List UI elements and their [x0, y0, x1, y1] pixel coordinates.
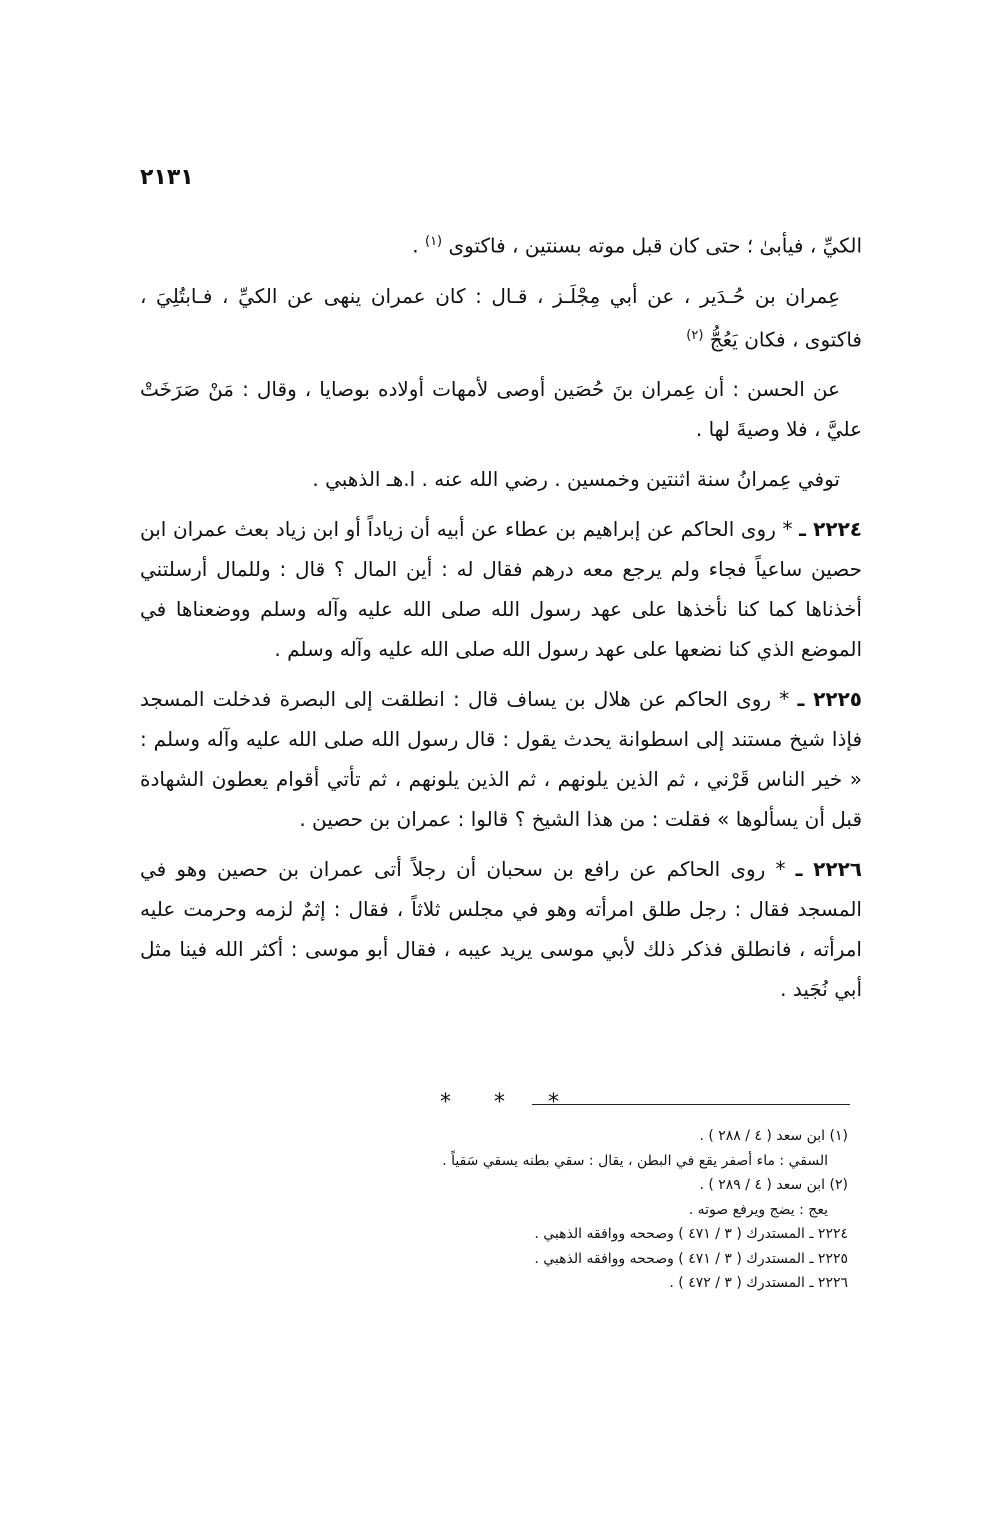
footnote: (١) ابن سعد ( ٤ / ٢٨٨ ) .	[699, 1128, 848, 1144]
hadith-number: ٢٢٢٦ ـ	[795, 857, 862, 882]
paragraph	[140, 276, 862, 360]
hadith-text: * روى الحاكم عن إبراهيم بن عطاء عن أبيه أن زياداً أو ابن زياد بعث عمران ابن حصين ساعياً فجاء ولم يرجع معه درهم فقال له : أين المال ؟ قال : وللمال أرسلتني أخذناها كما كنا نأخذها على عهد رسول الله صلى الله عليه وآله وسلم ووضعناها في الموضع الذي كنا نضعها على عهد رسول الله صلى الله عليه وآله وسلم .	[140, 517, 862, 662]
hadith-text: * روى الحاكم عن رافع بن سحبان أن رجلاً أتى عمران بن حصين وهو في المسجد فقال : رجل طلق امرأته وهو في مجلس ثلاثاً ، فقال : إثمٌ لزمه وحرمت عليه امرأته ، فانطلق فذكر ذلك لأبي موسى يريد عيبه ، فقال أبو موسى : أكثر الله فينا مثل أبي نُجَيد .	[140, 857, 862, 1002]
footnotes	[300, 1124, 848, 1296]
footnote-gloss: يعج : يضج ويرفع صوته .	[688, 1201, 828, 1218]
paragraph	[140, 369, 862, 449]
source-note: ٢٢٢٦ ـ المستدرك ( ٣ / ٤٧٢ ) .	[669, 1275, 848, 1291]
footnote-gloss: السقي : ماء أصفر يقع في البطن ، يقال : سقي بطنه يسقي سَقياً .	[442, 1152, 828, 1169]
source-note: ٢٢٢٤ ـ المستدرك ( ٣ / ٤٧١ ) وصححه ووافقه الذهبي .	[534, 1226, 848, 1242]
footnote-rule	[532, 1104, 850, 1105]
paragraph-text: توفي عِمرانُ سنة اثنتين وخمسين . رضي الله عنه . ا.هـ الذهبي .	[312, 467, 840, 492]
source-note: ٢٢٢٥ ـ المستدرك ( ٣ / ٤٧١ ) وصححه ووافقه الذهبي .	[534, 1250, 848, 1267]
main-text	[140, 222, 862, 1019]
separator-stars: * * *	[440, 1090, 577, 1115]
hadith-2225	[140, 679, 862, 839]
hadith-number: ٢٢٢٥ ـ	[797, 687, 862, 712]
paragraph-text: الكيِّ ، فيأبىٰ ؛ حتى كان قبل موته بسنتين ، فاكتوى	[448, 233, 862, 258]
paragraph-end: .	[412, 233, 425, 258]
hadith-2224	[140, 509, 862, 669]
page-number: ٢١٣١	[140, 165, 194, 190]
hadith-text: * روى الحاكم عن هلال بن يساف قال : انطلقت إلى البصرة فدخلت المسجد فإذا شيخ مستند إلى اسطوانة يحدث يقول : قال رسول الله صلى الله عليه وآله وسلم : « خير الناس قَرْني ، ثم الذين يلونهم ، ثم الذين يلونهم ، ثم تأتي أقوام يعطون الشهادة قبل أن يسألوها » فقلت : من هذا الشيخ ؟ قالوا : عمران بن حصين .	[140, 687, 862, 832]
hadith-number: ٢٢٢٤ ـ	[799, 517, 862, 542]
hadith-2226	[140, 849, 862, 1009]
footnote-ref[interactable]: (٢)	[686, 327, 704, 343]
paragraph	[140, 459, 862, 499]
footnote: (٢) ابن سعد ( ٤ / ٢٨٩ ) .	[699, 1177, 848, 1193]
paragraph	[140, 222, 862, 266]
footnote-ref[interactable]: (١)	[424, 234, 443, 249]
paragraph-text: عِمران بن حُـدَير ، عن أبي مِجْلَـز ، قـال : كان عمران ينهى عن الكيِّ ، فـابتُلِيَ ، فاكتوى ، فكان يَعُجُّ	[140, 283, 862, 352]
paragraph-text: عن الحسن : أن عِمران بنَ حُصَين أوصى لأمهات أولاده بوصايا ، وقال : مَنْ صَرَخَتْ عليَّ ، فلا وصيةَ لها .	[140, 377, 862, 442]
footnote-divider	[420, 1090, 850, 1114]
